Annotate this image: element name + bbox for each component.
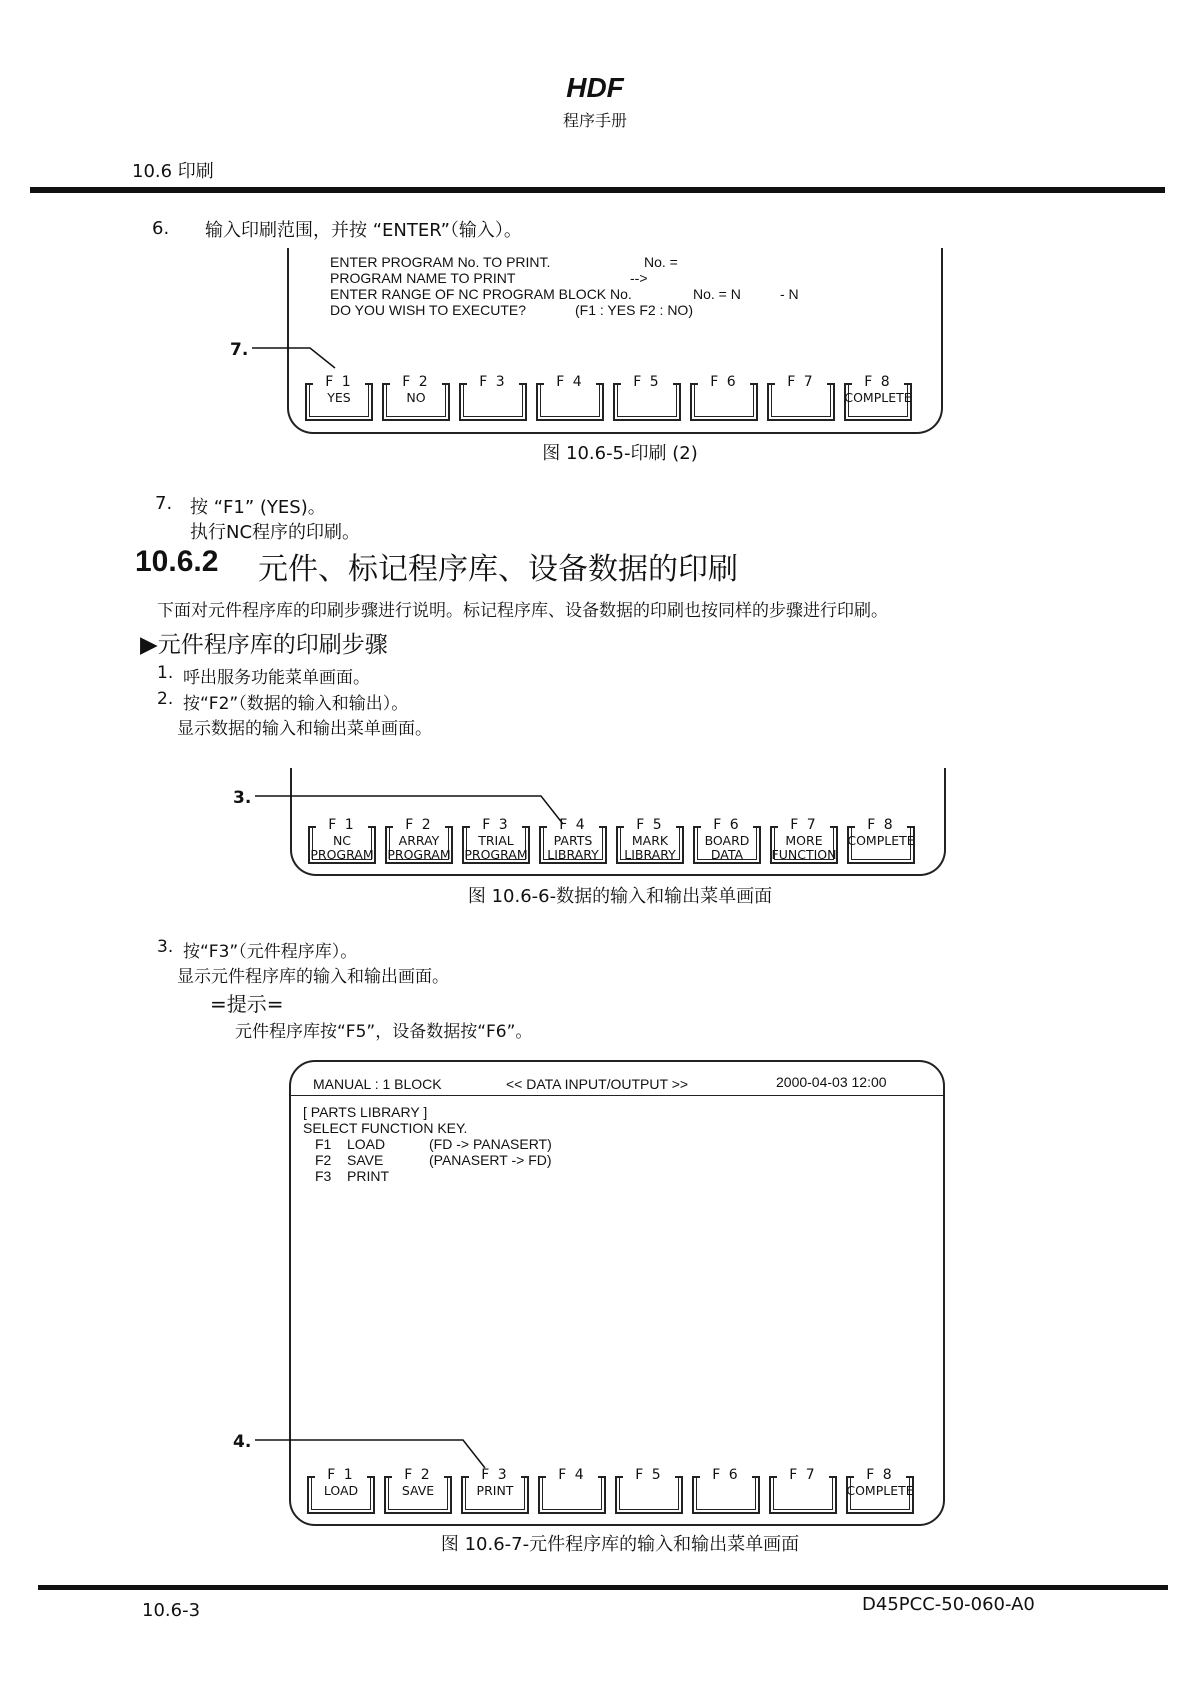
screen1-text [330, 254, 930, 318]
screen1-line2: PROGRAM NAME TO PRINT [330, 270, 516, 286]
hint-text: 元件程序库按“F5”，设备数据按“F6”。 [235, 1022, 533, 1042]
function-key-label: F 2 [399, 374, 432, 390]
screen1-line1-value: No. = [644, 254, 678, 270]
status-mode: MANUAL : 1 BLOCK [313, 1076, 442, 1092]
function-key-text: SAVE [401, 1483, 435, 1498]
function-key-f4[interactable] [534, 375, 606, 421]
step7-sub: 执行NC程序的印刷。 [190, 522, 361, 543]
step3-num: 3. [157, 937, 174, 957]
menu-item-save [303, 1152, 703, 1168]
menu-item-load-key: F1 [315, 1136, 332, 1152]
function-key-label: F 8 [863, 1467, 896, 1483]
function-key-label: F 7 [787, 817, 820, 833]
function-key-label: F 6 [707, 374, 740, 390]
callout-3-leader [253, 788, 573, 828]
function-key-f5[interactable] [611, 375, 683, 421]
menu-item-load-name: LOAD [347, 1136, 386, 1152]
function-key-label: F 2 [401, 1467, 434, 1483]
header-rule [30, 187, 1165, 193]
function-key-f2[interactable] [380, 375, 452, 421]
step7-num: 7. [155, 493, 173, 514]
callout-7: 7. [230, 340, 249, 360]
screen1-function-keys [303, 375, 914, 421]
function-key-f1[interactable] [303, 375, 375, 421]
function-key-text: NO [406, 390, 426, 405]
screen3-body [303, 1104, 703, 1184]
menu-item-load [303, 1136, 703, 1152]
screen1-line3-extra: - N [780, 286, 799, 302]
function-key-label: F 4 [553, 374, 586, 390]
function-key-label: F 5 [633, 817, 666, 833]
header-subtitle: 程序手册 [562, 111, 627, 130]
header-logo: HDF [566, 72, 624, 103]
function-key-text: ARRAY PROGRAM [387, 833, 451, 862]
caption-10-6-6: 图 10.6-6-数据的输入和输出菜单画面 [467, 886, 773, 907]
select-prompt: SELECT FUNCTION KEY. [303, 1120, 468, 1136]
function-key-text: COMPLETE [844, 390, 912, 405]
screen1-line4-value: (F1 : YES F2 : NO) [575, 302, 693, 318]
function-key-text: COMPLETE [847, 833, 915, 848]
screen1-line3-value: No. = N [693, 286, 741, 302]
step1-text: 呼出服务功能菜单画面。 [183, 668, 370, 688]
function-key-label: F 1 [322, 374, 355, 390]
function-key-f6[interactable] [688, 375, 760, 421]
step2-num: 2. [157, 689, 174, 709]
function-key-text: YES [327, 390, 351, 405]
menu-item-print-key: F3 [315, 1168, 332, 1184]
menu-item-print [303, 1168, 703, 1184]
footer-doc-code: D45PCC-50-060-A0 [862, 1594, 1035, 1615]
section-number: 10.6.2 [135, 545, 219, 578]
function-key-label: F 6 [709, 1467, 742, 1483]
function-key-f8[interactable] [842, 375, 914, 421]
screen1-line1: ENTER PROGRAM No. TO PRINT. [330, 254, 551, 270]
callout-7-leader [250, 340, 340, 370]
function-key-text: PRINT [476, 1483, 514, 1498]
function-key-f1[interactable] [305, 1468, 377, 1514]
function-key-label: F 8 [864, 817, 897, 833]
step6-num: 6. [152, 218, 170, 239]
function-key-f2[interactable] [382, 1468, 454, 1514]
function-key-label: F 3 [476, 374, 509, 390]
step3-sub: 显示元件程序库的输入和输出画面。 [177, 967, 449, 987]
function-key-f7[interactable] [767, 1468, 839, 1514]
callout-4: 4. [233, 1432, 252, 1452]
function-key-f6[interactable] [691, 818, 763, 864]
menu-item-save-name: SAVE [347, 1152, 384, 1168]
screen1-line2-value: --> [630, 270, 648, 286]
function-key-label: F 2 [402, 817, 435, 833]
function-key-f5[interactable] [614, 818, 686, 864]
function-key-label: F 7 [784, 374, 817, 390]
function-key-text: TRIAL PROGRAM [464, 833, 528, 862]
function-key-text: MORE FUNCTION [771, 833, 837, 862]
step1-num: 1. [157, 663, 174, 683]
menu-item-load-desc: (FD -> PANASERT) [429, 1136, 552, 1152]
status-datetime: 2000-04-03 12:00 [776, 1074, 887, 1090]
intro-text: 下面对元件程序库的印刷步骤进行说明。标记程序库、设备数据的印刷也按同样的步骤进行印刷。 [157, 601, 888, 621]
function-key-f5[interactable] [613, 1468, 685, 1514]
function-key-f6[interactable] [690, 1468, 762, 1514]
function-key-label: F 3 [478, 1467, 511, 1483]
function-key-label: F 4 [555, 1467, 588, 1483]
function-key-label: F 6 [710, 817, 743, 833]
function-key-label: F 4 [556, 817, 589, 833]
section-title: 元件、标记程序库、设备数据的印刷 [258, 552, 738, 587]
status-divider [291, 1095, 943, 1096]
function-key-f7[interactable] [765, 375, 837, 421]
screen1-line3: ENTER RANGE OF NC PROGRAM BLOCK No. [330, 286, 632, 302]
function-key-f4[interactable] [536, 1468, 608, 1514]
function-key-label: F 5 [632, 1467, 665, 1483]
function-key-text: COMPLETE [846, 1483, 914, 1498]
caption-10-6-7: 图 10.6-7-元件程序库的输入和输出菜单画面 [440, 1534, 800, 1555]
hint-title: =提示= [210, 992, 284, 1016]
function-key-text: BOARD DATA [704, 833, 750, 862]
screen3-function-keys [305, 1468, 916, 1514]
function-key-f8[interactable] [845, 818, 917, 864]
subhead: ▶元件程序库的印刷步骤 [140, 632, 388, 658]
function-key-f3[interactable] [459, 1468, 531, 1514]
function-key-label: F 3 [479, 817, 512, 833]
function-key-label: F 7 [786, 1467, 819, 1483]
menu-item-save-key: F2 [315, 1152, 332, 1168]
function-key-label: F 8 [861, 374, 894, 390]
function-key-f8[interactable] [844, 1468, 916, 1514]
step3-text: 按“F3”（元件程序库）。 [183, 942, 358, 962]
step2-sub: 显示数据的输入和输出菜单画面。 [177, 719, 432, 739]
step6-text: 输入印刷范围，并按 “ENTER”（输入）。 [205, 220, 522, 241]
function-key-text: LOAD [323, 1483, 359, 1498]
function-key-text: MARK LIBRARY [624, 833, 676, 862]
library-heading: [ PARTS LIBRARY ] [303, 1104, 428, 1120]
menu-item-save-desc: (PANASERT -> FD) [429, 1152, 552, 1168]
status-title: << DATA INPUT/OUTPUT >> [506, 1076, 689, 1092]
menu-item-print-name: PRINT [347, 1168, 389, 1184]
step2-text: 按“F2”（数据的输入和输出）。 [183, 694, 409, 714]
callout-3: 3. [233, 788, 252, 808]
function-key-label: F 1 [324, 1467, 357, 1483]
function-key-label: F 5 [630, 374, 663, 390]
function-key-text: PARTS LIBRARY [547, 833, 599, 862]
screen1-line4: DO YOU WISH TO EXECUTE? [330, 302, 527, 318]
screen-print-range [287, 248, 943, 434]
function-key-f3[interactable] [457, 375, 529, 421]
step7-text: 按 “F1” (YES)。 [190, 497, 326, 518]
callout-4-leader [253, 1432, 493, 1472]
function-key-f7[interactable] [768, 818, 840, 864]
function-key-text: NC PROGRAM [310, 833, 374, 862]
caption-10-6-5: 图 10.6-5-印刷 (2) [542, 443, 698, 464]
footer-rule [38, 1585, 1168, 1590]
section-header: 10.6 印刷 [132, 161, 214, 182]
footer-page-number: 10.6-3 [142, 1600, 201, 1621]
function-key-label: F 1 [325, 817, 358, 833]
